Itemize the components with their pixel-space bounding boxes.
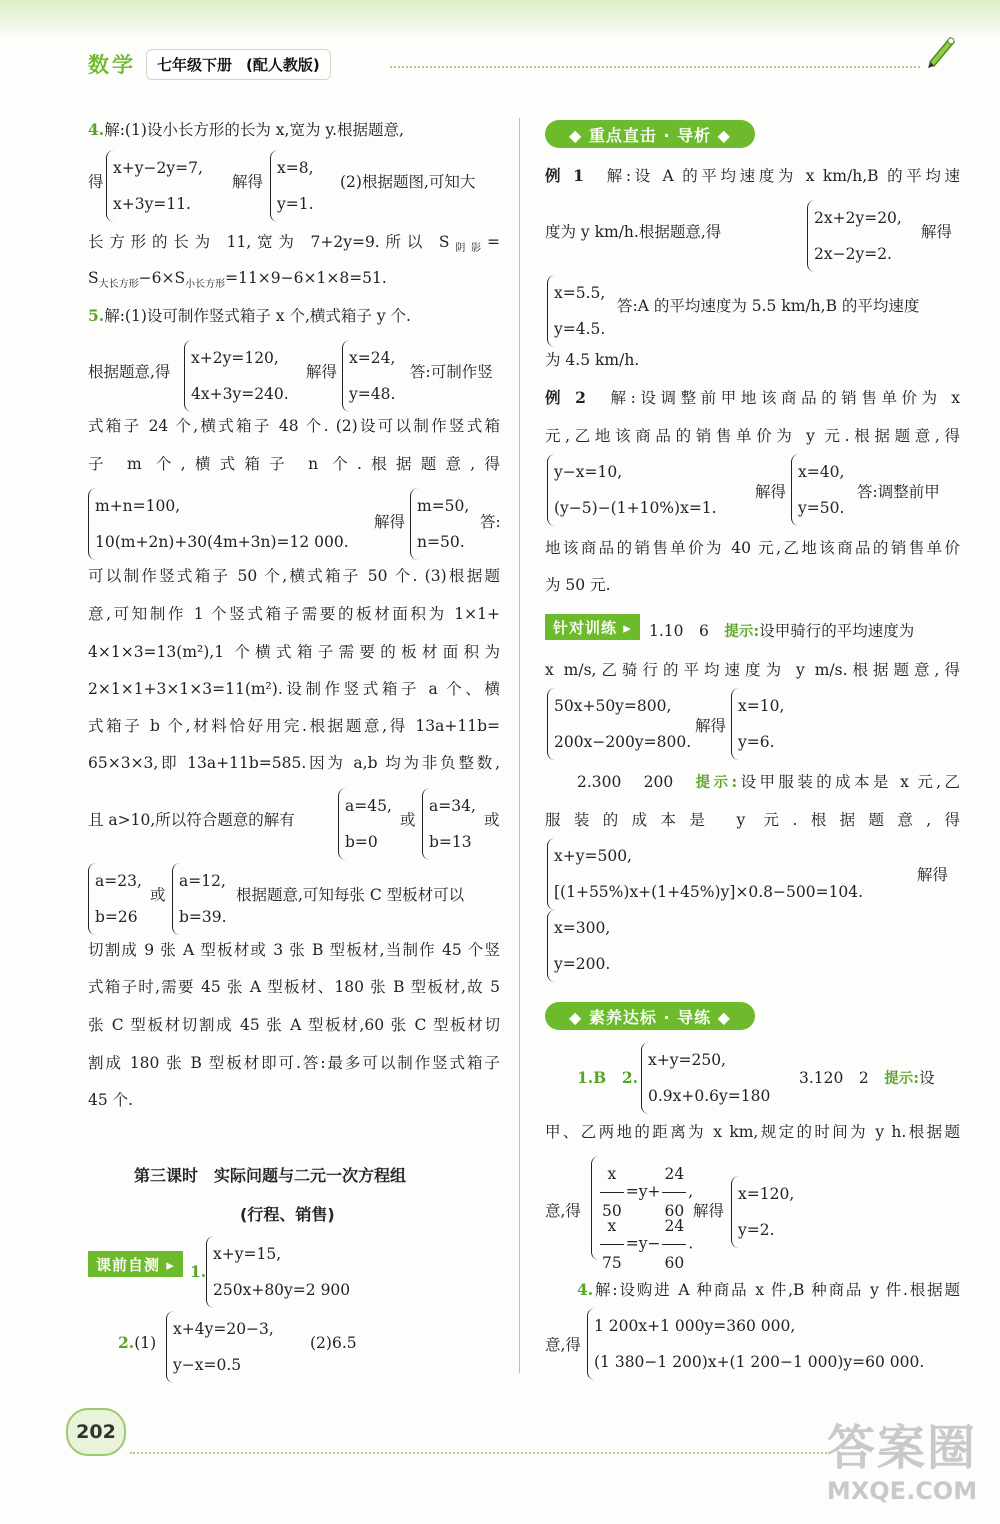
equation-text: =y− [625,1234,661,1253]
denominator: 60 [664,1202,685,1220]
pre-test-q2 [118,1331,156,1355]
ex2-line-4: 地该商品的销售单价为 40 元,乙地该商品的销售单价 [545,539,960,557]
training-hint-3: 设甲服装的成本是 x 元,乙 [737,773,960,791]
q4-number: 4. [88,120,105,139]
q5-line-18: 45 个. [88,1091,134,1109]
training-line-4: 服装的成本是 y 元.根据题意,得 [545,811,960,829]
training-tag: 针对训练 ▸ [545,614,640,640]
equation: x=300, [554,919,611,937]
ex1-label: 例 1 [545,166,584,185]
practice-system-b [731,1176,794,1248]
q5-answer-1: 答:可制作竖 [410,363,493,381]
equation: 200x−200y=800. [554,733,692,751]
equation: x+3y=11. [113,195,191,213]
equation-text: =y+ [625,1182,661,1201]
training-answer-1: 1.10 6 [649,622,709,640]
numerator: 24 [662,1156,686,1193]
ex1-line-1 [545,164,960,188]
pre-test-q2-part-2: (2)6.5 [310,1334,357,1352]
q1-number: 1. [190,1262,207,1281]
header-dotted-rule [390,66,920,68]
equation: x=40, [798,463,845,481]
q5-solution-1 [338,788,392,860]
pen-icon [920,30,960,70]
q2-number: 2. [118,1333,135,1352]
q5-line-10: 式箱子 b 个,材料恰好用完.根据题意,得 13a+11b= [88,717,500,735]
practice-answer-3 [799,1066,935,1091]
subscript: 小长方形 [185,279,226,291]
q5-pre: 根据题意,得 [88,363,171,381]
watermark-text: 答案圈 [826,1420,977,1476]
ex2-solve: 解得 [755,483,787,501]
q5-answer-2: 答: [480,513,501,531]
watermark-url: MXQE.COM [826,1477,978,1505]
or-word: 或 [150,886,166,904]
equation: x+y=500, [554,847,632,865]
numerator: x [600,1156,624,1193]
ex1-line-2: 度为 y km/h.根据题意,得 [545,223,722,241]
hint-label: 提示: [884,1071,920,1087]
equation: n=50. [417,533,465,551]
equation: 0.9x+0.6y=180 [648,1087,771,1105]
equation: x+y−2y=7, [113,159,203,177]
training-hint-1: 设甲骑行的平均速度为 [759,622,915,640]
equation: a=45, [345,797,392,815]
equation: y=6. [738,733,775,751]
hint-label: 提示: [724,624,760,640]
q4-text-3: 长方形的长为 11,宽为 7+2y=9.所以 S [88,233,450,251]
edition-label: (配人教版) [246,55,320,74]
equation: y=48. [349,385,396,403]
practice-hint-1: 设 [919,1069,935,1087]
q4-solve: 解得 [232,173,264,191]
section-title: 第三课时 实际问题与二元一次方程组 [134,1166,407,1185]
fraction [600,1208,624,1281]
training-system-b [731,688,784,760]
page-header [88,46,331,82]
equation: b=0 [345,833,378,851]
equation: x+4y=20−3, [173,1320,274,1338]
watermark [818,1420,986,1516]
q5-system-c [88,488,349,560]
q5-solution-3 [88,863,142,935]
q5-line-17: 割成 180 张 B 型板材即可.答:最多可以制作竖式箱子 [88,1054,500,1072]
equation: x=120, [738,1185,795,1203]
pre-test-q1-number [190,1260,206,1284]
equation: b=13 [429,833,472,851]
equation: b=26 [95,908,138,926]
subject-label: 数学 [88,53,136,77]
equation-text: . [688,1234,694,1253]
grade-edition-pill [146,49,331,80]
numerator: 24 [662,1208,686,1245]
q5-system-b [342,340,395,412]
q5-system-d [410,488,469,560]
practice-a4-text: 解:设购进 A 种商品 x 件,B 种商品 y 件.根据题 [593,1281,960,1299]
q5-line-15: 式箱子时,需要 45 张 A 型板材、180 张 B 型板材,故 5 [88,978,500,996]
grade-label: 七年级下册 [157,55,233,74]
training-system-c [547,838,863,910]
pre-test-tag: 课前自测 ▸ [88,1251,183,1277]
equation: 4x+3y=240. [191,385,289,403]
ex1-solve: 解得 [921,223,953,241]
equation: 250x+80y=2 900 [213,1281,351,1299]
training-system-d [547,910,610,982]
ex1-answer: 答:A 的平均速度为 5.5 km/h,B 的平均速度 [617,297,920,315]
ex1-system-a [807,200,902,272]
equation: a=23, [95,872,142,890]
training-answer-2: 2.300 200 [577,773,674,791]
practice-a3: 3.120 2 [799,1069,869,1087]
practice-line-2: 甲、乙两地的距离为 x km,规定的时间为 y h.根据题 [545,1123,960,1141]
equation: 2x+2y=20, [814,209,902,227]
q4-system-b [270,150,314,222]
q5-line-7: 意,可知制作 1 个竖式箱子需要的板材面积为 1×1+ [88,605,500,623]
denominator: 75 [602,1254,622,1272]
pre-test-q1-system [206,1236,350,1308]
practice-q4-line-1 [577,1278,960,1302]
training-line-2: x m/s,乙骑行的平均速度为 y m/s.根据题意,得 [545,661,960,679]
q5-line-12: 且 a>10,所以符合题意的解有 [88,811,295,829]
practice-q4-system [587,1308,924,1380]
q4-get: 得 [88,173,104,191]
ex2-line-1 [545,386,960,410]
equation: 1 200x+1 000y=360 000, [594,1317,796,1335]
numerator: x [600,1208,624,1245]
ex1-system-b [547,275,605,347]
training-system-a [547,688,691,760]
practice-q4-pre: 意,得 [545,1336,581,1354]
q5-line-6: 可以制作竖式箱子 50 个,横式箱子 50 个. (3)根据题 [88,567,500,585]
equation: [(1+55%)x+(1+45%)y]×0.8−500=104. [554,883,864,901]
q5-solution-4 [172,863,227,935]
equation-text: , [688,1182,694,1201]
practice-a4-number: 4. [577,1280,594,1299]
training-line-3 [577,770,960,795]
practice-banner: ◆ 素养达标 · 导练 ◆ [545,1002,755,1030]
q4-text-4a: S [88,269,99,287]
q5-line-14: 切割成 9 张 A 型板材或 3 张 B 型板材,当制作 45 个竖 [88,941,500,959]
q5-line-1 [88,304,500,328]
equation: x=8, [277,159,314,177]
equation: m=50, [417,497,470,515]
ex2-answer: 答:调整前甲 [857,483,940,501]
equation: y=4.5. [554,320,606,338]
equation: y=2. [738,1221,775,1239]
practice-pre: 意,得 [545,1202,581,1220]
equation: 2x−2y=2. [814,245,892,263]
practice-fraction-system [591,1156,694,1272]
top-gradient-band [0,0,1000,40]
equation: x=24, [349,349,396,367]
equation: b=39. [179,908,227,926]
equation: y−x=0.5 [173,1356,242,1374]
section-subtitle: (行程、销售) [240,1205,335,1224]
equation: 50x+50y=800, [554,697,672,715]
pre-test-q2-system [166,1311,274,1383]
equation: a=12, [179,872,226,890]
q5-number: 5. [88,306,105,325]
equation: y=1. [277,195,314,213]
equation: 10(m+2n)+30(4m+3n)=12 000. [95,533,349,551]
fraction [662,1208,686,1281]
q2-part-1: (1) [134,1334,157,1352]
ex2-system-a [547,454,717,526]
practice-answer-1 [577,1066,638,1090]
q4-line-4 [88,266,387,297]
ex2-line-5: 为 50 元. [545,576,611,594]
practice-a2-number: 2. [621,1068,638,1087]
q4-text-4b: −6×S [138,269,186,287]
q5-line-13: 根据题意,可知每张 C 型板材可以 [236,886,465,904]
q5-line-9: 2×1×1+3×1×3=11(m²).设制作竖式箱子 a 个、横 [88,680,500,698]
q5-solve: 解得 [306,363,338,381]
equation: x+y=250, [648,1051,726,1069]
equation: y=50. [798,499,845,517]
subscript: 大长方形 [98,279,139,291]
q5-system-a [184,340,289,412]
equation: (y−5)−(1+10%)x=1. [554,499,717,517]
ex1-text-1: 解:设 A 的平均速度为 x km/h,B 的平均速 [606,167,960,185]
equation: (1 380−1 200)x+(1 200−1 000)y=60 000. [594,1353,925,1371]
equation: x+y=15, [213,1245,282,1263]
q5-solution-2 [422,788,476,860]
q4-system-a [106,150,203,222]
subscript: 阴影 [449,243,487,255]
q5-solve-2: 解得 [374,513,406,531]
q5-text-1: 解:(1)设可制作竖式箱子 x 个,横式箱子 y 个. [104,307,411,325]
q5-line-16: 张 C 型板材切割成 45 张 A 型板材,60 张 C 型板材切 [88,1016,500,1034]
column-divider [519,118,520,1373]
ex2-system-b [791,454,844,526]
q4-text-3-end: = [487,233,500,251]
training-line-1 [649,619,914,644]
ex2-label: 例 2 [545,388,586,407]
training-solve-2: 解得 [917,866,949,884]
ex2-line-2: 元,乙地该商品的销售单价为 y 元.根据题意,得 [545,427,960,445]
equation: y−x=10, [554,463,623,481]
q4-line-3 [88,230,500,261]
equation: m+n=100, [95,497,181,515]
equation: a=34, [429,797,476,815]
footer-dotted-rule [130,1452,830,1454]
denominator: 60 [664,1254,685,1272]
or-word: 或 [484,811,500,829]
q4-text-1: 解:(1)设小长方形的长为 x,宽为 y.根据题意, [104,121,404,139]
practice-system-2 [641,1042,770,1114]
q4-text-4c: =11×9−6×1×8=51. [225,269,387,287]
practice-a1: 1.B [577,1068,607,1087]
equation [598,1208,694,1272]
q5-line-11: 65×3×3,即 13a+11b=585.因为 a,b 均为非负整数, [88,754,500,772]
q5-line-4: 子 m 个,横式箱子 n 个.根据题意,得 [88,455,500,473]
equation: x=5.5, [554,284,606,302]
equation: y=200. [554,955,611,973]
hint-label: 提示: [695,775,738,791]
page-number: 202 [66,1408,126,1456]
q5-line-8: 4×1×3=13(m²),1 个横式箱子需要的板材面积为 [88,643,500,661]
equation: x=10, [738,697,785,715]
equation: x+2y=120, [191,349,279,367]
equation [598,1156,694,1220]
ex1-line-4: 为 4.5 km/h. [545,351,640,369]
denominator: 50 [602,1202,622,1220]
q4-tail: (2)根据题图,可知大 [340,173,476,191]
practice-solve: 解得 [693,1202,725,1220]
q5-line-3: 式箱子 24 个,横式箱子 48 个. (2)设可以制作竖式箱 [88,417,500,435]
key-points-banner: ◆ 重点直击 · 导析 ◆ [545,120,755,148]
q4-line-1 [88,118,500,142]
ex2-text-1: 解:设调整前甲地该商品的销售单价为 x [610,389,960,407]
training-solve: 解得 [695,717,727,735]
or-word: 或 [400,811,416,829]
